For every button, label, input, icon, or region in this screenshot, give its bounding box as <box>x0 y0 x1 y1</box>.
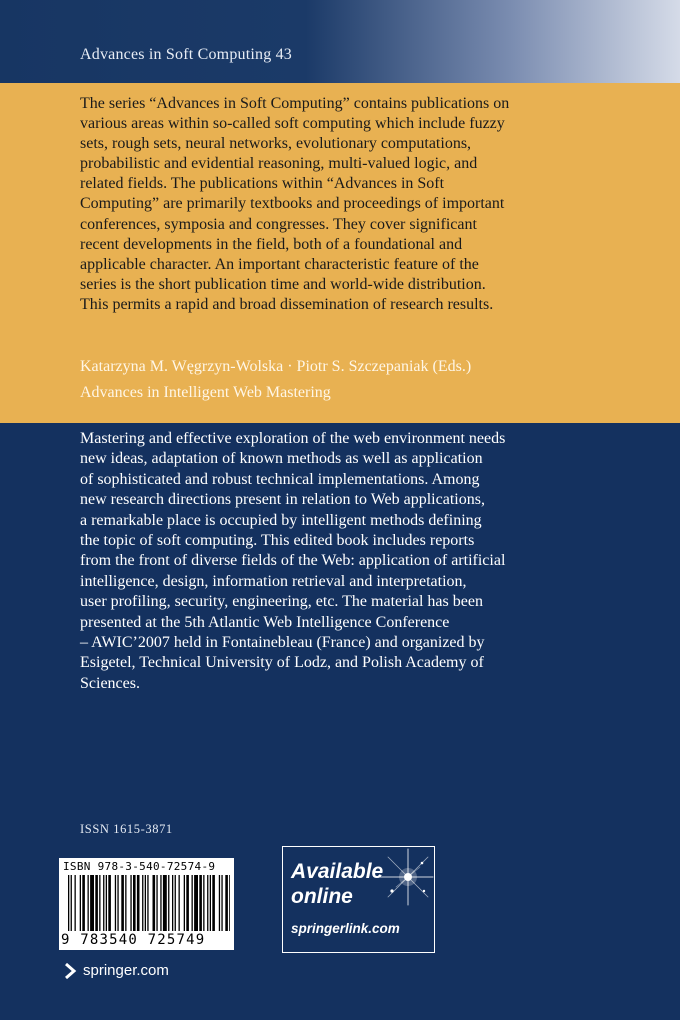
barcode-bar <box>184 875 185 931</box>
book-editors: Katarzyna M. Węgrzyn-Wolska · Piotr S. Szczepaniak (Eds.) <box>80 358 472 375</box>
barcode-bar <box>163 875 167 931</box>
barcode-bar <box>82 875 85 931</box>
barcode-bar <box>219 875 220 931</box>
barcode-bar <box>192 875 193 931</box>
barcode-bar <box>75 875 76 931</box>
barcode-bar <box>179 875 180 931</box>
issn-number: ISSN 1615-3871 <box>80 822 173 836</box>
series-title: Advances in Soft Computing 43 <box>80 46 293 63</box>
barcode-bar <box>194 875 198 931</box>
barcode-bar <box>207 875 208 931</box>
barcode-bar <box>160 875 161 931</box>
ean-digits: 9 783540 725749 <box>61 932 206 948</box>
barcode-bar <box>106 875 107 931</box>
barcode-bar <box>175 875 176 931</box>
barcode-bar <box>145 875 146 931</box>
barcode-bar <box>88 875 89 931</box>
barcode-bars <box>68 875 230 931</box>
barcode-bar <box>212 875 215 931</box>
barcode-bar <box>90 875 94 931</box>
available-online-badge[interactable] <box>282 846 435 953</box>
series-description: The series “Advances in Soft Computing” contains publications on various areas within so-called soft computing which include fuzzy sets, rough sets, neural networks, evolutionary computations, probabilistic and evidential reasoning, multi-valued logic, and related fields. The publications within “Advances in Soft Computing” are primarily textbooks and proceedings of important conferences, symposia and congresses. They cover significant recent developments in the field, both of a foundational and applicable character. An important characteristic feature of the series is the short publication time and world-wide distribution. This permits a rapid and broad dissemination of research results. <box>80 95 510 313</box>
barcode-bar <box>210 875 211 931</box>
springerlink-url: springerlink.com <box>291 921 400 936</box>
barcode-bar <box>137 875 140 931</box>
barcode-bar <box>95 875 98 931</box>
barcode-bar <box>103 875 104 931</box>
barcode-bar <box>108 875 111 931</box>
barcode-bar <box>71 875 72 931</box>
barcode-bar <box>153 875 156 931</box>
barcode-bar <box>142 875 143 931</box>
barcode-bar <box>68 875 69 931</box>
barcode-bar <box>133 875 136 931</box>
barcode-bar <box>115 875 116 931</box>
isbn-label: ISBN 978-3-540-72574-9 <box>63 860 216 873</box>
barcode-bar <box>80 875 81 931</box>
barcode-bar <box>125 875 126 931</box>
barcode-bar <box>147 875 148 931</box>
barcode-bar <box>221 875 222 931</box>
barcode-bar <box>199 875 202 931</box>
barcode-bar <box>186 875 189 931</box>
available-online-title: Available online <box>291 860 384 908</box>
book-title: Advances in Intelligent Web Mastering <box>80 384 331 401</box>
sparkle-icon <box>378 847 434 907</box>
barcode-bar <box>99 875 100 931</box>
book-description: Mastering and effective exploration of the web environment needs new ideas, adaptation of known methods as well as application of sophisticated and robust technical implementations. Among new research directions present in relation to Web applications, a remarkable place is occupied by intelligent methods defining the topic of soft computing. This edited book includes reports from the front of diverse fields of the Web: application of artificial intelligence, design, information retrieval and interpretation, user profiling, security, engineering, etc. The material has been presented at the 5th Atlantic Web Intelligence Conference – AWIC’2007 held in Fontainebleau (France) and organized by Esigetel, Technical University of Lodz, and Polish Academy of Sciences. <box>80 430 506 692</box>
springer-website-link[interactable] <box>63 962 169 979</box>
barcode-bar <box>203 875 204 931</box>
barcode-bar <box>117 875 118 931</box>
barcode-bar <box>225 875 228 931</box>
barcode-bar <box>172 875 173 931</box>
barcode-bar <box>130 875 131 931</box>
springer-link-text: springer.com <box>83 962 169 979</box>
barcode-bar <box>168 875 169 931</box>
isbn-barcode <box>59 858 234 950</box>
barcode-bar <box>156 875 157 931</box>
barcode-bar <box>229 875 230 931</box>
barcode-bar <box>121 875 124 931</box>
chevron-right-icon <box>63 963 77 979</box>
header-band <box>0 0 680 83</box>
